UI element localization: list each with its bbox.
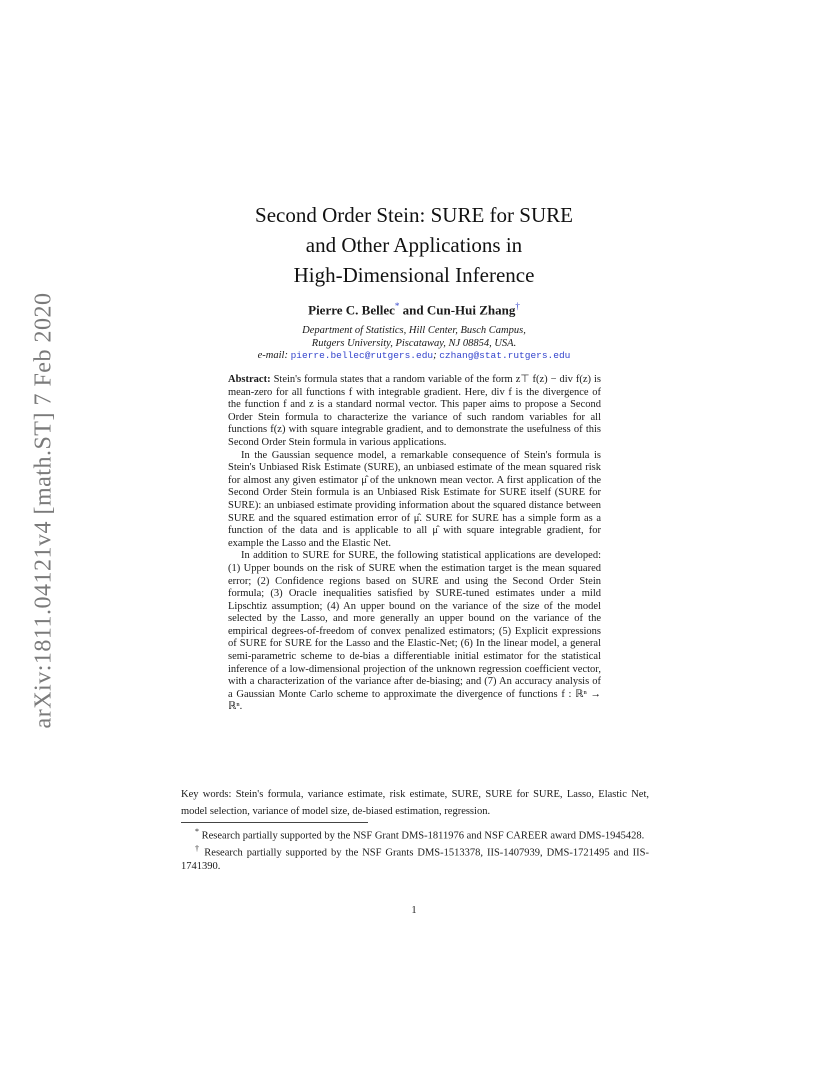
footnote xyxy=(181,826,649,843)
abstract-text: Stein's formula states that a random variable of the form z⊤ f(z) − div f(z) is mean-zero for all functions f with integrable gradient. Here, div f is the divergence of the function f and z is a standard normal vector. This paper aims to propose a Second Order Stein formula to characterize the variance of such random variables for all functions f(z) with square integrable gradient, and to demonstrate the usefulness of this Second Order Stein formula in various applications. xyxy=(228,374,602,448)
title-line-2: and Other Applications in xyxy=(305,233,523,257)
author-name: Pierre C. Bellec xyxy=(308,302,395,318)
page-number: 1 xyxy=(411,905,417,916)
footnote-text: Research partially supported by the NSF Grants DMS-1513378, IIS-1407939, DMS-1721495 and IIS-1741390. xyxy=(181,847,649,872)
footnote-mark: * xyxy=(195,827,199,836)
footnote-marker[interactable]: † xyxy=(515,301,520,311)
email-label: e-mail: xyxy=(257,350,288,361)
footnote-text: Research partially supported by the NSF Grant DMS-1811976 and NSF CAREER award DMS-1945428. xyxy=(201,830,645,842)
footnote-mark: † xyxy=(195,844,201,854)
abstract-paragraph: In the Gaussian sequence model, a remarkable consequence of Stein's formula is Stein's Unbiased Risk Estimate (SURE), an unbiased estimate of the mean squared risk for almost any given estimator μ̂ of the unknown mean vector. A first application of the Second Order Stein formula is an Unbiased Risk Estimate for SURE itself (SURE for SURE): an unbiased estimate providing information about the squared distance between SURE and the squared estimation error of μ̂. SURE for SURE has a simple form as a function of the data and is applicable to all μ̂ with square integrable gradient, for example the Lasso and the Elastic Net. xyxy=(228,449,601,549)
arxiv-identifier: arXiv:1811.04121v4 [math.ST] 7 Feb 2020 xyxy=(30,292,57,728)
author-list xyxy=(160,301,668,318)
abstract-paragraph: In addition to SURE for SURE, the following statistical applications are developed: (1) Upper bounds on the risk of SURE when the estimation target is the mean squared error; (2) Confidence regions based on SURE and using the Second Order Stein formula; (3) Oracle inequalities satisfied by SURE-tuned estimates under a mild Lipschtiz assumption; (4) An upper bound on the variance of the size of the model selected by the Lasso, and more generally an upper bound on the variance of the empirical degrees-of-freedom of convex penalized estimators; (5) Explicit expressions of SURE for SURE for the Lasso and the Elastic-Net; (6) In the linear model, a general semi-parametric scheme to de-bias a differentiable initial estimator for the statistical inference of a low-dimensional projection of the unknown regression coefficient vector, with a characterization of the variance after de-biasing; and (7) An accuracy analysis of a Gaussian Monte Carlo scheme to approximate the divergence of functions f : ℝⁿ → ℝⁿ. xyxy=(228,550,601,713)
footnote-marker[interactable]: * xyxy=(394,301,400,311)
footnotes-block xyxy=(181,826,649,873)
footnote-rule xyxy=(181,822,368,823)
author-connector: and xyxy=(402,302,424,318)
abstract-block xyxy=(228,374,601,714)
footnote xyxy=(181,843,649,873)
abstract-label: Abstract: xyxy=(228,374,271,385)
email-line xyxy=(160,350,668,363)
keywords: Key words: Stein's formula, variance estimate, risk estimate, SURE, SURE for SURE, Lasso, Elastic Net, model selection, variance of model size, de-biased estimation, regression. xyxy=(181,789,649,817)
author-name: Cun-Hui Zhang xyxy=(426,302,516,318)
paper-title xyxy=(160,200,668,290)
arxiv-sidebar-stamp xyxy=(18,255,70,765)
affiliation-line: Department of Statistics, Hill Center, Busch Campus, xyxy=(302,325,526,336)
title-line-1: Second Order Stein: SURE for SURE xyxy=(255,203,573,227)
email-link[interactable]: czhang@stat.rutgers.edu xyxy=(439,350,571,361)
abstract-paragraph xyxy=(228,374,601,450)
affiliation-block xyxy=(160,325,668,363)
email-link[interactable]: pierre.bellec@rutgers.edu xyxy=(290,350,434,361)
title-line-3: High-Dimensional Inference xyxy=(293,263,535,287)
email-separator: ; xyxy=(433,350,437,361)
affiliation-line: Rutgers University, Piscataway, NJ 08854, USA. xyxy=(311,337,517,349)
